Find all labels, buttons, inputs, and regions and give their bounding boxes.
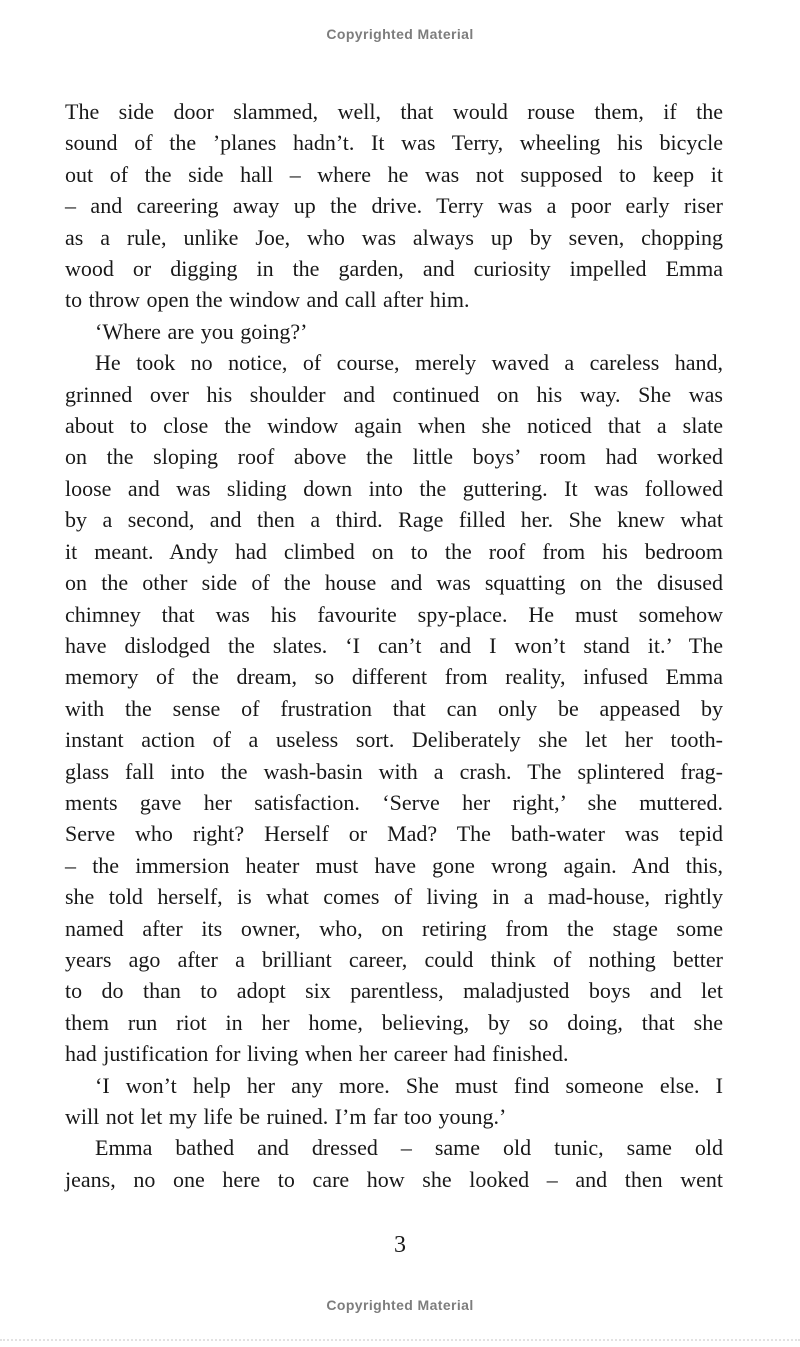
text-line: – the immersion heater must have gone wrong again. And this,: [65, 852, 723, 878]
text-line: named after its owner, who, on retiring from the stage some: [65, 915, 723, 941]
page-text: [65, 96, 723, 1195]
text-line: on the other side of the house and was squatting on the disused: [65, 570, 723, 596]
text-line: jeans, no one here to care how she looked – and then went: [65, 1166, 723, 1192]
text-line: wood or digging in the garden, and curiosity impelled Emma: [65, 256, 723, 282]
text-line: sound of the ’planes hadn’t. It was Terry, wheeling his bicycle: [65, 130, 723, 156]
text-line: she told herself, is what comes of living in a mad-house, rightly: [65, 884, 723, 910]
text-line: The side door slammed, well, that would rouse them, if the: [65, 99, 723, 124]
page-number: 3: [394, 1232, 406, 1258]
copyright-notice-top: Copyrighted Material: [326, 26, 474, 42]
text-line: out of the side hall – where he was not supposed to keep it: [65, 161, 723, 187]
text-line: memory of the dream, so different from reality, infused Emma: [65, 664, 723, 690]
text-line: ‘I won’t help her any more. She must find someone else. I: [95, 1072, 723, 1098]
text-line: will not let my life be ruined. I’m far too young.’: [65, 1104, 507, 1129]
text-line: glass fall into the wash-basin with a crash. The splintered frag-: [65, 758, 723, 784]
text-line: on the sloping roof above the little boys’ room had worked: [65, 444, 723, 470]
text-line: had justification for living when her career had finished.: [65, 1041, 569, 1067]
copyright-notice-bottom: Copyrighted Material: [326, 1297, 474, 1313]
text-line: to throw open the window and call after him.: [65, 287, 470, 313]
text-line: instant action of a useless sort. Deliberately she let her tooth-: [65, 727, 723, 753]
text-line: ments gave her satisfaction. ‘Serve her right,’ she muttered.: [65, 789, 723, 815]
text-line: chimney that was his favourite spy-place. He must somehow: [65, 601, 723, 627]
text-line: to do than to adopt six parentless, maladjusted boys and let: [65, 978, 723, 1004]
text-line: as a rule, unlike Joe, who was always up by seven, chopping: [65, 224, 723, 250]
text-line: loose and was sliding down into the guttering. It was followed: [65, 475, 723, 501]
text-line: Emma bathed and dressed – same old tunic, same old: [95, 1135, 723, 1161]
text-line: have dislodged the slates. ‘I can’t and I won’t stand it.’ The: [65, 632, 723, 658]
text-line: it meant. Andy had climbed on to the roof from his bedroom: [65, 538, 723, 564]
text-line: ‘Where are you going?’: [95, 318, 308, 344]
scan-edge-line: [0, 1339, 800, 1341]
text-line: He took no notice, of course, merely waved a careless hand,: [95, 350, 723, 376]
text-line: grinned over his shoulder and continued on his way. She was: [65, 381, 723, 407]
text-line: – and careering away up the drive. Terry was a poor early riser: [65, 193, 723, 219]
text-line: Serve who right? Herself or Mad? The bath-water was tepid: [65, 821, 723, 847]
text-line: by a second, and then a third. Rage filled her. She knew what: [65, 507, 723, 533]
text-line: with the sense of frustration that can only be appeased by: [65, 695, 723, 721]
text-line: about to close the window again when she noticed that a slate: [65, 413, 723, 439]
text-line: them run riot in her home, believing, by so doing, that she: [65, 1009, 723, 1035]
text-line: years ago after a brilliant career, could think of nothing better: [65, 946, 723, 972]
